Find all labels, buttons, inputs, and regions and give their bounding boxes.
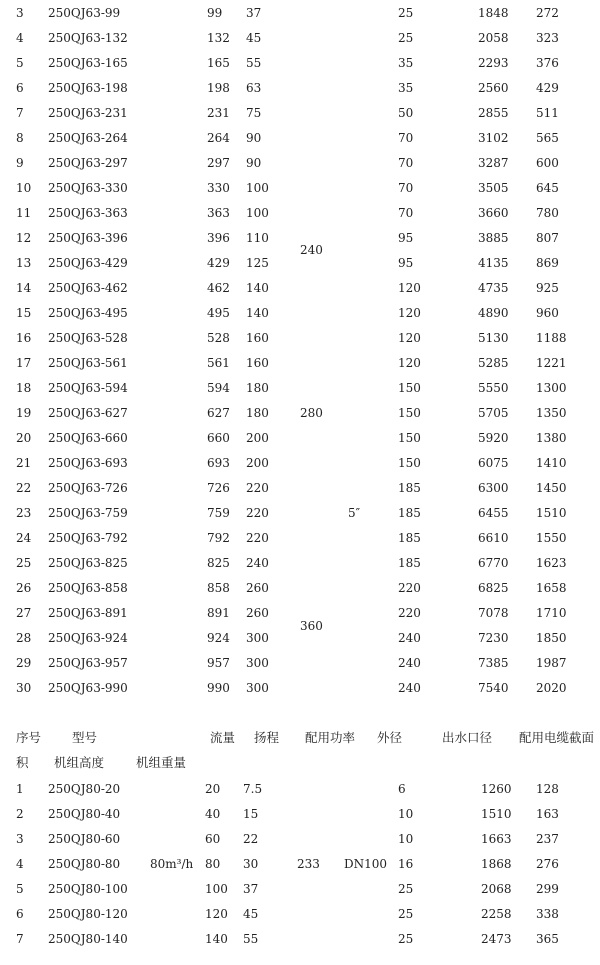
- t2-unit-height-cell: 2473: [481, 932, 512, 946]
- t2-unit-height-cell: 1260: [481, 782, 512, 796]
- t2-power-merged-cell: 233: [297, 857, 320, 871]
- t1-flow-cell: 693: [207, 456, 230, 470]
- t1-seq-cell: 15: [16, 306, 32, 320]
- t1-unit-height-cell: 2058: [478, 31, 509, 45]
- t1-flow-cell: 363: [207, 206, 230, 220]
- t1-unit-height-cell: 3102: [478, 131, 509, 145]
- t1-unit-height-cell: 5550: [478, 381, 509, 395]
- t1-flow-cell: 528: [207, 331, 230, 345]
- t1-seq-cell: 5: [16, 56, 24, 70]
- t1-seq-cell: 27: [16, 606, 32, 620]
- t1-seq-cell: 11: [16, 206, 32, 220]
- t2-diameter-cell: 10: [398, 807, 414, 821]
- t2-header-cell: 流量: [210, 730, 236, 745]
- t2-model-cell: 250QJ80-100: [48, 882, 128, 896]
- t1-head-cell: 200: [246, 431, 269, 445]
- t1-model-cell: 250QJ63-627: [48, 406, 128, 420]
- t1-unit-weight-cell: 869: [536, 256, 559, 270]
- t1-head-cell: 125: [246, 256, 269, 270]
- t1-seq-cell: 3: [16, 6, 24, 20]
- t1-unit-weight-cell: 272: [536, 6, 559, 20]
- t1-flow-cell: 924: [207, 631, 230, 645]
- t1-diameter-cell: 70: [398, 156, 414, 170]
- t1-seq-cell: 6: [16, 81, 24, 95]
- t1-unit-weight-cell: 1350: [536, 406, 567, 420]
- t1-unit-height-cell: 6610: [478, 531, 509, 545]
- t2-diameter-cell: 25: [398, 932, 414, 946]
- t2-flow-cell: 140: [205, 932, 228, 946]
- t1-model-cell: 250QJ63-297: [48, 156, 128, 170]
- t1-diameter-cell: 70: [398, 131, 414, 145]
- t1-unit-height-cell: 5920: [478, 431, 509, 445]
- t1-seq-cell: 30: [16, 681, 32, 695]
- t1-unit-weight-cell: 2020: [536, 681, 567, 695]
- t1-unit-height-cell: 3505: [478, 181, 509, 195]
- t2-model-cell: 250QJ80-140: [48, 932, 128, 946]
- t1-model-cell: 250QJ63-429: [48, 256, 128, 270]
- t1-diameter-cell: 240: [398, 681, 421, 695]
- t2-diameter-cell: 6: [398, 782, 406, 796]
- t1-head-cell: 300: [246, 656, 269, 670]
- t2-diameter-cell: 16: [398, 857, 414, 871]
- t1-model-cell: 250QJ63-759: [48, 506, 128, 520]
- t2-header-cell: 配用电缆截面: [519, 730, 595, 745]
- t1-seq-cell: 10: [16, 181, 32, 195]
- t1-model-cell: 250QJ63-363: [48, 206, 128, 220]
- t1-seq-cell: 19: [16, 406, 32, 420]
- t1-head-cell: 45: [246, 31, 262, 45]
- t1-diameter-cell: 70: [398, 181, 414, 195]
- t1-unit-height-cell: 3287: [478, 156, 509, 170]
- t1-head-cell: 160: [246, 331, 269, 345]
- t1-flow-cell: 726: [207, 481, 230, 495]
- t1-flow-cell: 396: [207, 231, 230, 245]
- t1-flow-cell: 297: [207, 156, 230, 170]
- t2-model-cell: 250QJ80-120: [48, 907, 128, 921]
- t1-unit-height-cell: 6455: [478, 506, 509, 520]
- t2-unit-weight-cell: 163: [536, 807, 559, 821]
- t1-flow-cell: 429: [207, 256, 230, 270]
- t1-head-cell: 90: [246, 156, 262, 170]
- t1-head-cell: 220: [246, 531, 269, 545]
- t1-unit-weight-cell: 1410: [536, 456, 567, 470]
- t2-flow-cell: 80: [205, 857, 221, 871]
- t2-header-cell: 扬程: [254, 730, 280, 745]
- t2-header-cell: 外径: [377, 730, 403, 745]
- t1-unit-weight-cell: 600: [536, 156, 559, 170]
- t1-flow-cell: 759: [207, 506, 230, 520]
- t2-header-cell: 出水口径: [442, 730, 493, 745]
- t1-unit-weight-cell: 1658: [536, 581, 567, 595]
- t1-unit-height-cell: 7078: [478, 606, 509, 620]
- t1-unit-height-cell: 4135: [478, 256, 509, 270]
- t2-model-cell: 250QJ80-40: [48, 807, 121, 821]
- t1-unit-weight-cell: 1510: [536, 506, 567, 520]
- t1-diameter-cell: 185: [398, 481, 421, 495]
- t1-seq-cell: 22: [16, 481, 32, 495]
- t1-flow-cell: 891: [207, 606, 230, 620]
- t1-model-cell: 250QJ63-132: [48, 31, 128, 45]
- t1-flow-cell: 99: [207, 6, 223, 20]
- t1-unit-weight-cell: 780: [536, 206, 559, 220]
- t1-unit-weight-cell: 960: [536, 306, 559, 320]
- t1-seq-cell: 20: [16, 431, 32, 445]
- t2-seq-cell: 4: [16, 857, 24, 871]
- t1-head-cell: 220: [246, 481, 269, 495]
- t1-unit-height-cell: 2560: [478, 81, 509, 95]
- t1-unit-height-cell: 6770: [478, 556, 509, 570]
- t1-diameter-cell: 185: [398, 556, 421, 570]
- t1-diameter-cell: 120: [398, 331, 421, 345]
- t1-seq-cell: 4: [16, 31, 24, 45]
- t1-flow-cell: 165: [207, 56, 230, 70]
- t2-unit-weight-cell: 365: [536, 932, 559, 946]
- t1-head-cell: 180: [246, 406, 269, 420]
- t1-model-cell: 250QJ63-198: [48, 81, 128, 95]
- t1-unit-weight-cell: 1710: [536, 606, 567, 620]
- t1-diameter-cell: 150: [398, 381, 421, 395]
- t1-seq-cell: 7: [16, 106, 24, 120]
- t2-flow-cell: 20: [205, 782, 221, 796]
- t1-unit-weight-cell: 1300: [536, 381, 567, 395]
- t1-head-cell: 110: [246, 231, 269, 245]
- t2-diameter-cell: 25: [398, 882, 414, 896]
- t1-diameter-cell: 120: [398, 281, 421, 295]
- t2-seq-cell: 3: [16, 832, 24, 846]
- t1-unit-height-cell: 7230: [478, 631, 509, 645]
- t1-flow-cell: 957: [207, 656, 230, 670]
- t1-unit-weight-cell: 645: [536, 181, 559, 195]
- t1-head-cell: 100: [246, 206, 269, 220]
- t1-unit-height-cell: 2855: [478, 106, 509, 120]
- t1-seq-cell: 26: [16, 581, 32, 595]
- t1-diameter-cell: 50: [398, 106, 414, 120]
- t1-model-cell: 250QJ63-891: [48, 606, 128, 620]
- t1-model-cell: 250QJ63-825: [48, 556, 128, 570]
- t1-seq-cell: 28: [16, 631, 32, 645]
- t1-unit-height-cell: 3660: [478, 206, 509, 220]
- t1-power-merged-cell: 280: [300, 406, 323, 420]
- t1-unit-weight-cell: 1221: [536, 356, 567, 370]
- t1-flow-cell: 594: [207, 381, 230, 395]
- t1-diameter-cell: 150: [398, 431, 421, 445]
- t1-unit-height-cell: 3885: [478, 231, 509, 245]
- t2-unit-weight-cell: 276: [536, 857, 559, 871]
- t2-unit-weight-cell: 338: [536, 907, 559, 921]
- t2-unit-weight-cell: 128: [536, 782, 559, 796]
- t1-diameter-cell: 95: [398, 256, 414, 270]
- t1-head-cell: 220: [246, 506, 269, 520]
- t1-diameter-cell: 185: [398, 506, 421, 520]
- t1-diameter-cell: 185: [398, 531, 421, 545]
- t2-header-cell: 型号: [72, 730, 98, 745]
- t1-unit-weight-cell: 1380: [536, 431, 567, 445]
- t1-model-cell: 250QJ63-924: [48, 631, 128, 645]
- t2-flow-cell: 120: [205, 907, 228, 921]
- t1-diameter-cell: 120: [398, 356, 421, 370]
- t1-model-cell: 250QJ63-693: [48, 456, 128, 470]
- t1-seq-cell: 25: [16, 556, 32, 570]
- t2-header-cell: 机组重量: [136, 755, 187, 770]
- t1-seq-cell: 24: [16, 531, 32, 545]
- t1-model-cell: 250QJ63-462: [48, 281, 128, 295]
- t1-seq-cell: 23: [16, 506, 32, 520]
- t2-unit-height-cell: 1510: [481, 807, 512, 821]
- t1-flow-cell: 462: [207, 281, 230, 295]
- t1-seq-cell: 21: [16, 456, 32, 470]
- t1-model-cell: 250QJ63-99: [48, 6, 121, 20]
- t1-diameter-cell: 240: [398, 656, 421, 670]
- t1-diameter-cell: 220: [398, 581, 421, 595]
- t2-outlet-merged-cell: DN100: [344, 857, 388, 871]
- t1-unit-height-cell: 2293: [478, 56, 509, 70]
- t1-model-cell: 250QJ63-792: [48, 531, 128, 545]
- t1-unit-weight-cell: 1550: [536, 531, 567, 545]
- t1-unit-height-cell: 5130: [478, 331, 509, 345]
- t1-flow-cell: 792: [207, 531, 230, 545]
- t1-flow-cell: 132: [207, 31, 230, 45]
- t1-unit-height-cell: 5705: [478, 406, 509, 420]
- t1-flow-cell: 231: [207, 106, 230, 120]
- t1-unit-weight-cell: 323: [536, 31, 559, 45]
- t2-flow-cell: 100: [205, 882, 228, 896]
- t1-diameter-cell: 35: [398, 81, 414, 95]
- t2-head-cell: 22: [243, 832, 259, 846]
- t1-flow-cell: 495: [207, 306, 230, 320]
- t1-unit-weight-cell: 376: [536, 56, 559, 70]
- t1-model-cell: 250QJ63-858: [48, 581, 128, 595]
- t1-flow-cell: 330: [207, 181, 230, 195]
- t1-head-cell: 180: [246, 381, 269, 395]
- t1-unit-weight-cell: 1850: [536, 631, 567, 645]
- t2-head-cell: 15: [243, 807, 259, 821]
- t2-unit-height-cell: 2068: [481, 882, 512, 896]
- t1-unit-weight-cell: 925: [536, 281, 559, 295]
- t1-head-cell: 300: [246, 681, 269, 695]
- t2-seq-cell: 1: [16, 782, 24, 796]
- t1-seq-cell: 18: [16, 381, 32, 395]
- t2-seq-cell: 5: [16, 882, 24, 896]
- t1-model-cell: 250QJ63-660: [48, 431, 128, 445]
- t1-seq-cell: 14: [16, 281, 32, 295]
- t1-unit-height-cell: 6075: [478, 456, 509, 470]
- t1-unit-height-cell: 7540: [478, 681, 509, 695]
- t1-unit-height-cell: 1848: [478, 6, 509, 20]
- t1-unit-weight-cell: 1623: [536, 556, 567, 570]
- t1-unit-weight-cell: 1450: [536, 481, 567, 495]
- t1-seq-cell: 13: [16, 256, 32, 270]
- t1-diameter-cell: 150: [398, 456, 421, 470]
- t2-header-cell: 机组高度: [54, 755, 105, 770]
- t1-head-cell: 90: [246, 131, 262, 145]
- t2-seq-cell: 6: [16, 907, 24, 921]
- t1-unit-height-cell: 6825: [478, 581, 509, 595]
- t1-diameter-cell: 35: [398, 56, 414, 70]
- t2-head-cell: 30: [243, 857, 259, 871]
- t1-unit-weight-cell: 807: [536, 231, 559, 245]
- t1-flow-cell: 198: [207, 81, 230, 95]
- t1-head-cell: 300: [246, 631, 269, 645]
- t2-head-cell: 7.5: [243, 782, 263, 796]
- t1-diameter-cell: 240: [398, 631, 421, 645]
- t1-unit-weight-cell: 511: [536, 106, 559, 120]
- t1-unit-weight-cell: 429: [536, 81, 559, 95]
- t1-unit-weight-cell: 1987: [536, 656, 567, 670]
- t2-head-cell: 55: [243, 932, 259, 946]
- t1-model-cell: 250QJ63-231: [48, 106, 128, 120]
- t1-flow-cell: 990: [207, 681, 230, 695]
- t1-unit-height-cell: 4735: [478, 281, 509, 295]
- t2-head-cell: 37: [243, 882, 259, 896]
- t1-diameter-cell: 25: [398, 6, 414, 20]
- t1-unit-weight-cell: 565: [536, 131, 559, 145]
- t1-head-cell: 200: [246, 456, 269, 470]
- t1-model-cell: 250QJ63-528: [48, 331, 128, 345]
- t1-seq-cell: 17: [16, 356, 32, 370]
- t2-flow-cell: 40: [205, 807, 221, 821]
- t1-model-cell: 250QJ63-957: [48, 656, 128, 670]
- t2-unit-weight-cell: 299: [536, 882, 559, 896]
- t1-unit-height-cell: 6300: [478, 481, 509, 495]
- t2-seq-cell: 2: [16, 807, 24, 821]
- t1-model-cell: 250QJ63-990: [48, 681, 128, 695]
- t1-flow-cell: 264: [207, 131, 230, 145]
- t1-diameter-cell: 120: [398, 306, 421, 320]
- t2-header-cell: 配用功率: [305, 730, 356, 745]
- t2-unit-height-cell: 1868: [481, 857, 512, 871]
- t2-flow-cell: 60: [205, 832, 221, 846]
- t1-flow-cell: 627: [207, 406, 230, 420]
- t1-head-cell: 240: [246, 556, 269, 570]
- t1-model-cell: 250QJ63-165: [48, 56, 128, 70]
- t1-diameter-cell: 150: [398, 406, 421, 420]
- t1-diameter-cell: 70: [398, 206, 414, 220]
- t1-head-cell: 160: [246, 356, 269, 370]
- t1-seq-cell: 9: [16, 156, 24, 170]
- t1-diameter-cell: 95: [398, 231, 414, 245]
- t1-seq-cell: 16: [16, 331, 32, 345]
- t2-model-cell: 250QJ80-20: [48, 782, 121, 796]
- t1-outlet-merged-cell: 5″: [348, 506, 361, 520]
- t1-head-cell: 55: [246, 56, 262, 70]
- t1-seq-cell: 12: [16, 231, 32, 245]
- t2-diameter-cell: 10: [398, 832, 414, 846]
- t2-unit-height-cell: 2258: [481, 907, 512, 921]
- t1-unit-weight-cell: 1188: [536, 331, 567, 345]
- t1-model-cell: 250QJ63-561: [48, 356, 128, 370]
- t1-unit-height-cell: 5285: [478, 356, 509, 370]
- t2-unit-height-cell: 1663: [481, 832, 512, 846]
- t1-flow-cell: 660: [207, 431, 230, 445]
- t1-head-cell: 260: [246, 606, 269, 620]
- t1-head-cell: 140: [246, 281, 269, 295]
- t1-model-cell: 250QJ63-726: [48, 481, 128, 495]
- t1-model-cell: 250QJ63-594: [48, 381, 128, 395]
- t2-header-cell: 序号: [16, 730, 42, 745]
- t1-model-cell: 250QJ63-396: [48, 231, 128, 245]
- t1-head-cell: 260: [246, 581, 269, 595]
- t1-power-merged-cell: 240: [300, 243, 323, 257]
- t2-diameter-cell: 25: [398, 907, 414, 921]
- t1-head-cell: 100: [246, 181, 269, 195]
- t1-model-cell: 250QJ63-495: [48, 306, 128, 320]
- t1-diameter-cell: 25: [398, 31, 414, 45]
- t2-unit-weight-cell: 237: [536, 832, 559, 846]
- t1-seq-cell: 8: [16, 131, 24, 145]
- t2-seq-cell: 7: [16, 932, 24, 946]
- t1-diameter-cell: 220: [398, 606, 421, 620]
- t1-head-cell: 63: [246, 81, 262, 95]
- t2-model-cell: 250QJ80-60: [48, 832, 121, 846]
- t1-unit-height-cell: 4890: [478, 306, 509, 320]
- t2-head-cell: 45: [243, 907, 259, 921]
- t1-flow-cell: 561: [207, 356, 230, 370]
- t1-model-cell: 250QJ63-264: [48, 131, 128, 145]
- t1-head-cell: 75: [246, 106, 262, 120]
- t1-head-cell: 140: [246, 306, 269, 320]
- t2-header-cell: 积: [16, 755, 29, 770]
- t1-power-merged-cell: 360: [300, 619, 323, 633]
- t1-model-cell: 250QJ63-330: [48, 181, 128, 195]
- t1-flow-cell: 858: [207, 581, 230, 595]
- t1-seq-cell: 29: [16, 656, 32, 670]
- t2-model-cell: 250QJ80-80: [48, 857, 121, 871]
- t1-flow-cell: 825: [207, 556, 230, 570]
- t1-head-cell: 37: [246, 6, 262, 20]
- t2-flow-label-cell: 80m³/h: [150, 857, 194, 871]
- t1-unit-height-cell: 7385: [478, 656, 509, 670]
